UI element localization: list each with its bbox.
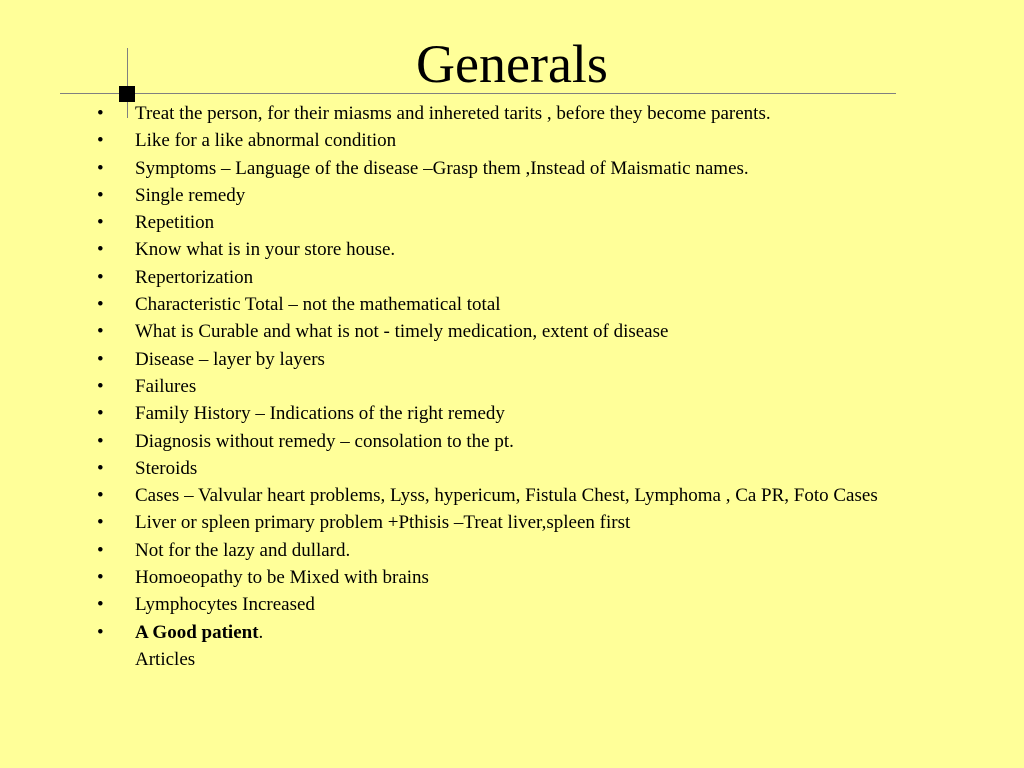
- bullet-text: A Good patient: [135, 621, 259, 643]
- bullet-item: [0, 186, 1024, 206]
- bullet-dot: •: [97, 130, 104, 152]
- bullet-dot: •: [97, 457, 104, 479]
- bullet-item: [0, 404, 1024, 424]
- bullet-item: [0, 131, 1024, 151]
- bullet-dot: •: [97, 567, 104, 589]
- bullet-text: Know what is in your store house.: [135, 239, 396, 261]
- bullet-dot: •: [97, 294, 104, 316]
- bullet-item: [0, 159, 1024, 179]
- bullet-item: [0, 240, 1024, 260]
- bullet-text: Family History – Indications of the right remedy: [135, 403, 505, 425]
- bullet-text: Diagnosis without remedy – consolation to the pt.: [135, 430, 514, 452]
- bullet-dot: •: [97, 430, 104, 452]
- bullet-dot: •: [97, 594, 104, 616]
- bullet-text: Repertorization: [135, 266, 254, 288]
- bullet-item: [0, 322, 1024, 342]
- bullet-item: [0, 595, 1024, 615]
- bullet-dot: •: [97, 348, 104, 370]
- bullet-text: Repetition: [135, 212, 215, 234]
- bullet-dot: •: [97, 621, 104, 643]
- bullet-item: [0, 513, 1024, 533]
- bullet-text: Liver or spleen primary problem +Pthisis –Treat liver,spleen first: [135, 512, 631, 534]
- bullet-text: Treat the person, for their miasms and inhereted tarits , before they become parents.: [135, 103, 771, 124]
- bullet-text: Not for the lazy and dullard.: [135, 539, 351, 561]
- bullet-dot: •: [97, 103, 104, 124]
- bullet-item: [0, 568, 1024, 588]
- bullet-item: [0, 104, 1024, 124]
- bullet-item: [0, 459, 1024, 479]
- bullet-suffix: .: [258, 621, 264, 643]
- bullet-dot: •: [97, 485, 104, 507]
- bullet-item: [0, 213, 1024, 233]
- bullet-text: Symptoms – Language of the disease –Grasp them ,Instead of Maismatic names.: [135, 157, 749, 179]
- bullet-text: What is Curable and what is not - timely medication, extent of disease: [135, 321, 669, 343]
- bullet-text: Like for a like abnormal condition: [135, 130, 397, 152]
- bullet-dot: •: [97, 539, 104, 561]
- bullet-dot: •: [97, 266, 104, 288]
- bullet-text: Articles: [135, 648, 196, 670]
- bullet-item: [0, 268, 1024, 288]
- bullet-dot: •: [97, 375, 104, 397]
- bullet-item: [0, 541, 1024, 561]
- bullet-text: Cases – Valvular heart problems, Lyss, hypericum, Fistula Chest, Lymphoma , Ca PR, Foto Cases: [135, 485, 878, 507]
- bullet-text: Steroids: [135, 457, 198, 479]
- slide-title: Generals: [416, 34, 608, 94]
- bullet-text: Failures: [135, 375, 197, 397]
- bullet-item: [0, 650, 1024, 670]
- bullet-item: [0, 350, 1024, 370]
- bullet-dot: •: [97, 184, 104, 206]
- bullet-item: [0, 377, 1024, 397]
- bullet-item: [0, 623, 1024, 643]
- bullet-dot: •: [97, 212, 104, 234]
- bullet-item: [0, 486, 1024, 506]
- bullet-dot: •: [97, 157, 104, 179]
- bullet-text: Characteristic Total – not the mathematical total: [135, 294, 501, 316]
- bullet-list: [0, 104, 1024, 677]
- bullet-text: Single remedy: [135, 184, 246, 206]
- bullet-text: Disease – layer by layers: [135, 348, 325, 370]
- bullet-text: Homoeopathy to be Mixed with brains: [135, 567, 429, 589]
- bullet-item: [0, 432, 1024, 452]
- bullet-dot: •: [97, 239, 104, 261]
- bullet-text: Lymphocytes Increased: [135, 594, 315, 616]
- bullet-dot: •: [97, 403, 104, 425]
- bullet-dot: •: [97, 321, 104, 343]
- bullet-item: [0, 295, 1024, 315]
- bullet-dot: •: [97, 512, 104, 534]
